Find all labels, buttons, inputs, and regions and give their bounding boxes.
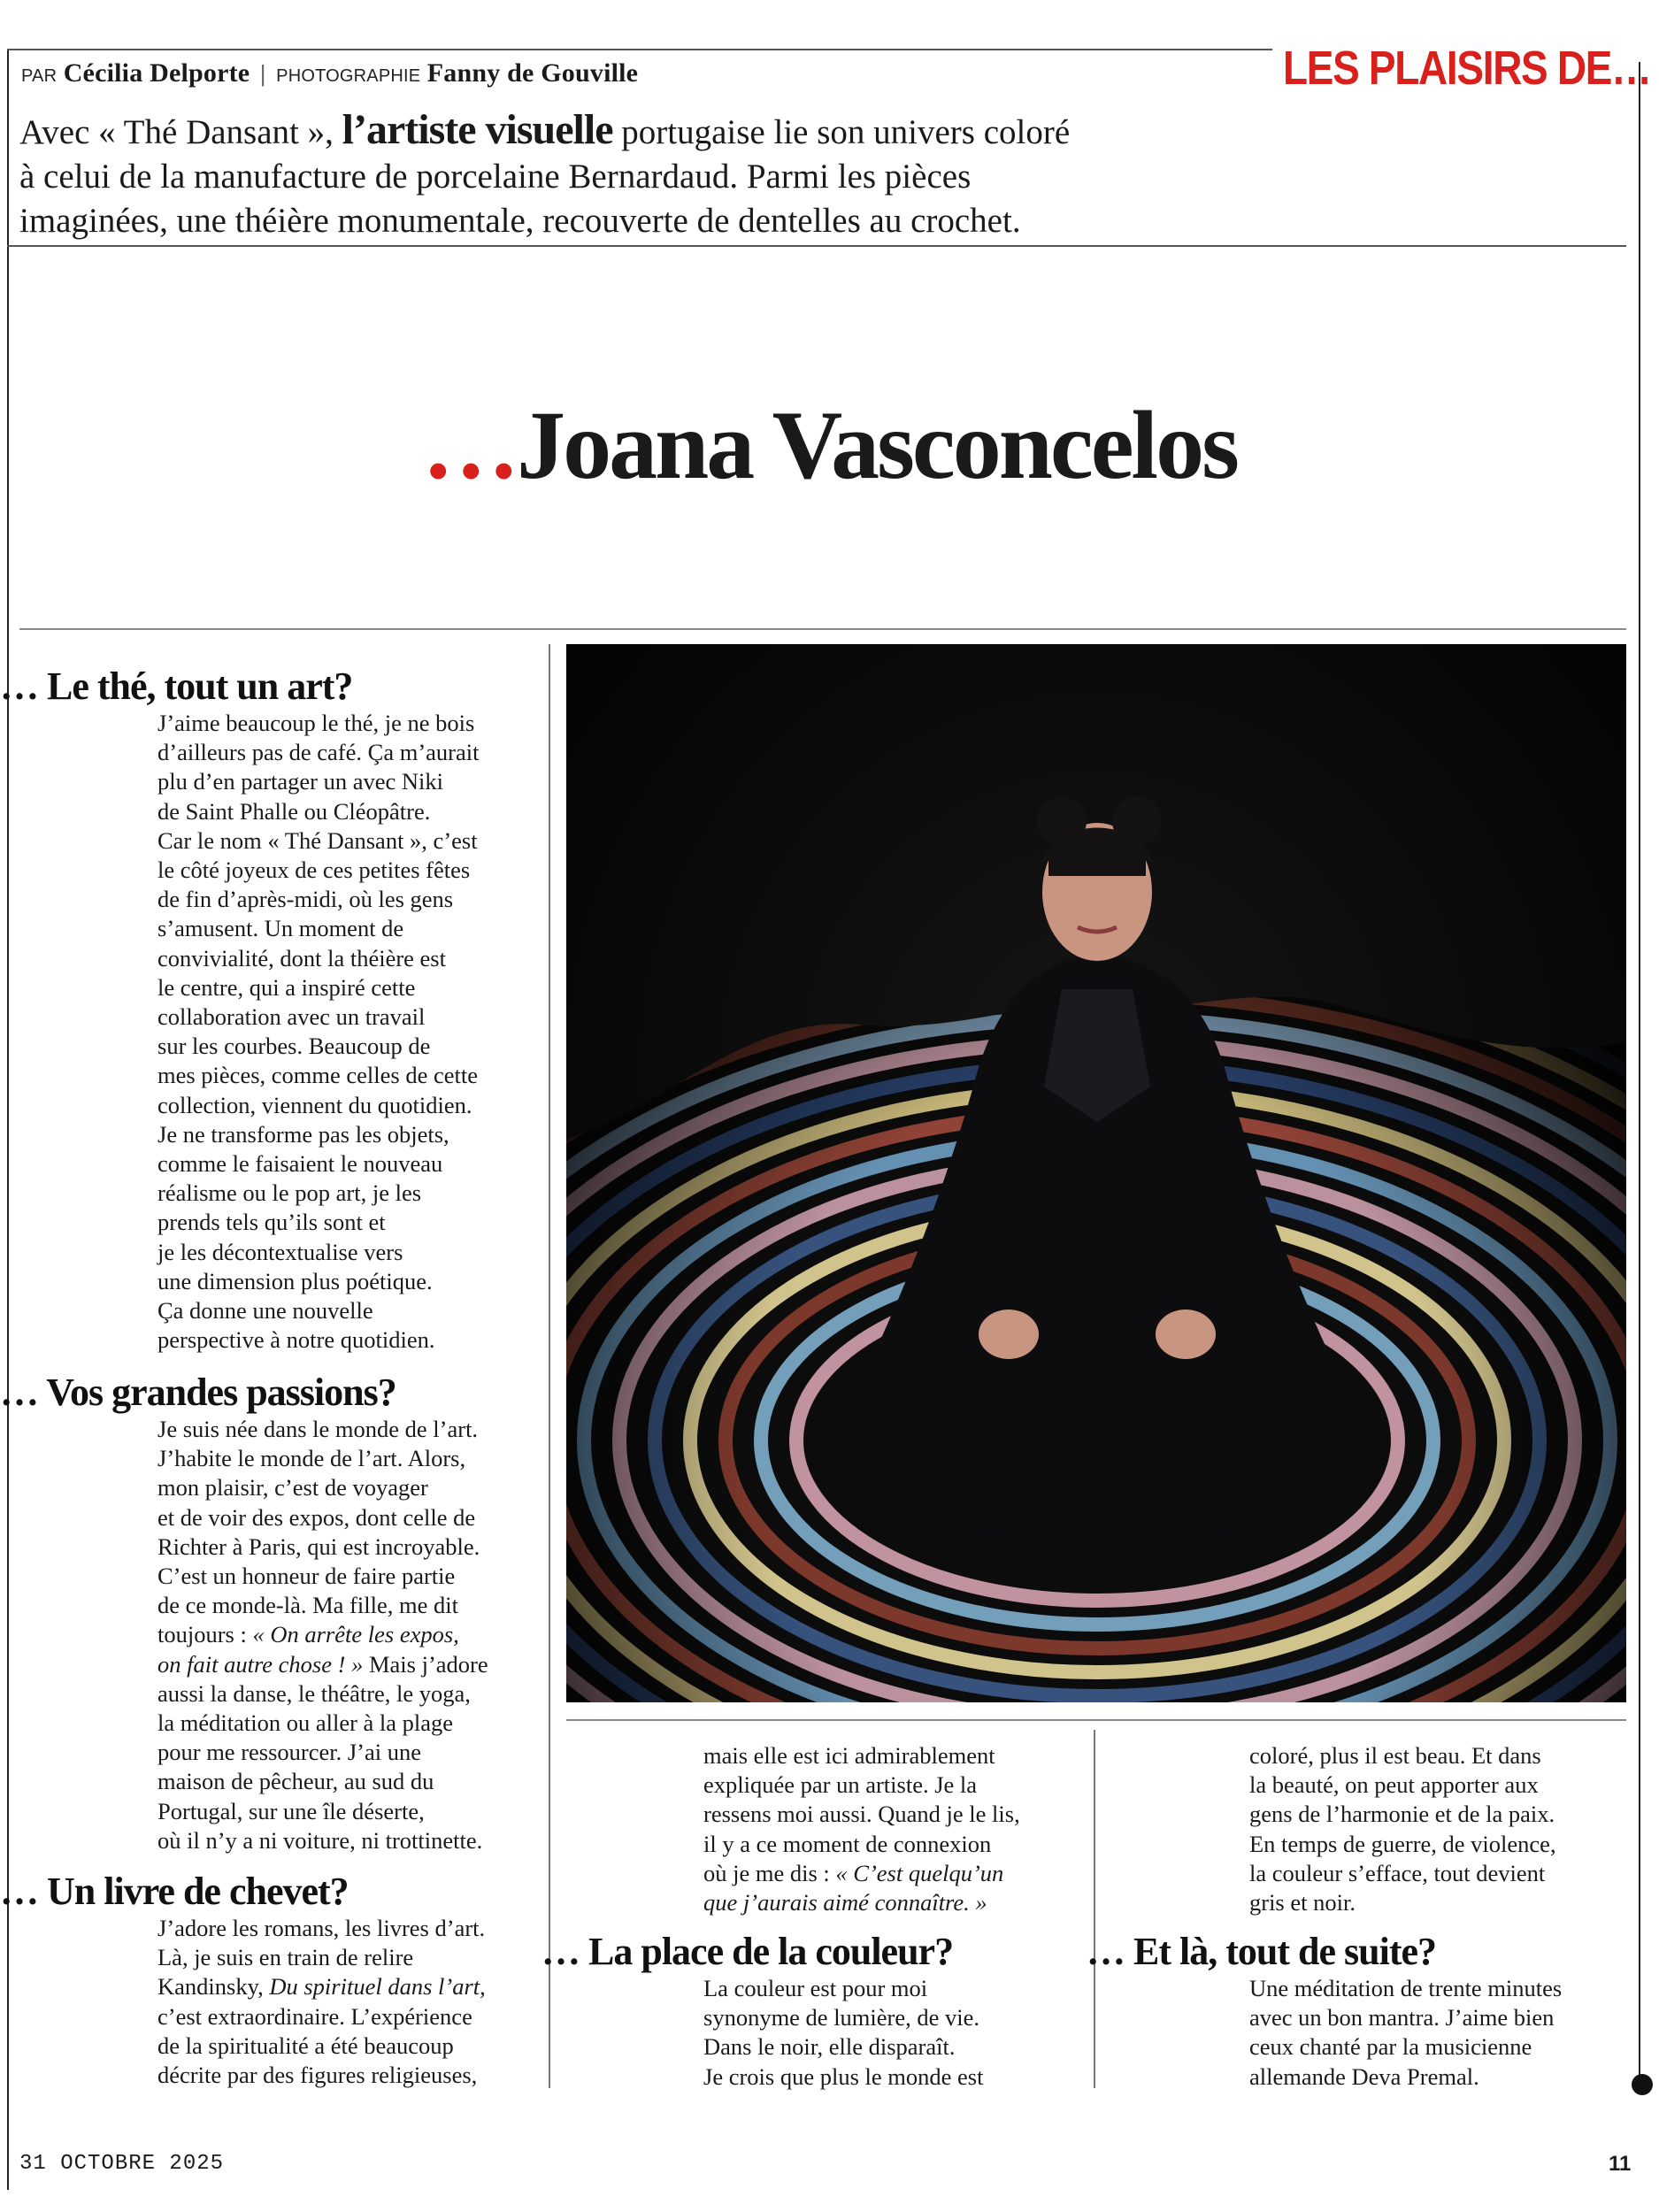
body-line: plu d’en partager un avec Niki — [157, 768, 444, 795]
byline-separator: | — [259, 60, 266, 87]
body-line: de la spiritualité a été beaucoup — [157, 2032, 454, 2059]
portrait-photo — [566, 644, 1626, 1702]
body-line: gens de l’harmonie et de la paix. — [1249, 1801, 1555, 1828]
section-tea — [0, 664, 540, 1355]
intro-line-1-end: portugaise lie son univers coloré — [612, 113, 1071, 151]
body-line: Dans le noir, elle disparaît. — [703, 2033, 956, 2061]
body-line: de ce monde-là. Ma fille, me dit — [157, 1592, 458, 1619]
body-line: convivialité, dont la théière est — [157, 944, 446, 972]
body-line: le côté joyeux de ces petites fêtes — [157, 856, 471, 884]
section-passions — [0, 1370, 540, 1855]
body-line: La couleur est pour moi — [703, 1975, 928, 2001]
byline-par: PAR — [21, 66, 58, 86]
intro-line-1-start: Avec « Thé Dansant », — [19, 113, 342, 151]
body-line: J’adore les romans, les livres d’art. — [157, 1915, 486, 1941]
body-line: s’amusent. Un moment de — [157, 915, 404, 942]
body-line: synonyme de lumière, de vie. — [703, 2004, 980, 2032]
body-line: on fait autre chose ! » Mais j’adore — [157, 1650, 488, 1678]
right-margin-rule — [1639, 62, 1640, 2088]
title-name: Joana Vasconcelos — [517, 391, 1237, 499]
body-line: ressens moi aussi. Quand je le lis, — [703, 1801, 1020, 1828]
body-line: je les décontextualise vers — [157, 1238, 403, 1265]
body-line: coloré, plus il est beau. Et dans — [1249, 1742, 1541, 1769]
body-line: Portugal, sur une île déserte, — [157, 1797, 425, 1824]
title-bottom-rule — [19, 628, 1626, 630]
body-line: où je me dis : « C’est quelqu’un — [703, 1859, 1004, 1886]
byline — [21, 58, 638, 88]
body-line: où il n’y a ni voiture, ni trottinette. — [157, 1826, 483, 1854]
body-line: avec un bon mantra. J’aime bien — [1249, 2004, 1555, 2032]
section-body — [703, 1974, 1090, 2092]
body-line: c’est extraordinaire. L’expérience — [157, 2002, 472, 2030]
body-line: gris et noir. — [1249, 1889, 1356, 1916]
body-line: Là, je suis en train de relire — [157, 1944, 414, 1971]
page-title — [0, 389, 1659, 502]
body-line: Une méditation de trente minutes — [1249, 1975, 1563, 2001]
column-rule-1 — [549, 644, 550, 2088]
section-book — [0, 1869, 540, 2090]
body-line: réalisme ou le pop art, je les — [157, 1179, 422, 1207]
body-line: la méditation ou aller à la plage — [157, 1709, 454, 1737]
body-line: sur les courbes. Beaucoup de — [157, 1033, 431, 1060]
byline-photographer: Fanny de Gouville — [426, 58, 639, 88]
section-heading: … Vos grandes passions? — [0, 1371, 396, 1414]
body-line: allemande Deva Premal. — [1249, 2062, 1479, 2090]
body-line: le centre, qui a inspiré cette — [157, 973, 416, 1001]
body-line: toujours : « On arrête les expos, — [157, 1621, 459, 1648]
intro-line-1 — [19, 108, 1187, 155]
body-line: la couleur s’efface, tout devient — [1249, 1859, 1546, 1886]
photo-bottom-rule — [566, 1719, 1626, 1721]
body-line: J’habite le monde de l’art. Alors, — [157, 1445, 466, 1472]
body-line: maison de pêcheur, au sud du — [157, 1768, 434, 1795]
body-line: décrite par des figures religieuses, — [157, 2062, 478, 2089]
body-line: Car le nom « Thé Dansant », c’est — [157, 826, 478, 854]
section-body — [157, 1914, 540, 2090]
body-line: aussi la danse, le théâtre, le yoga, — [157, 1679, 471, 1707]
body-line: la beauté, on peut apporter aux — [1249, 1771, 1539, 1799]
top-rule — [7, 49, 1272, 50]
intro-paragraph — [19, 108, 1187, 243]
title-ellipsis: … — [422, 391, 518, 499]
body-line: il y a ce moment de connexion — [703, 1830, 992, 1857]
body-line: de Saint Phalle ou Cléopâtre. — [157, 797, 431, 825]
byline-author: Cécilia Delporte — [63, 58, 250, 88]
body-line: En temps de guerre, de violence, — [1249, 1830, 1556, 1857]
body-line: mes pièces, comme celles de cette — [157, 1062, 478, 1089]
body-line: mon plaisir, c’est de voyager — [157, 1474, 428, 1502]
intro-highlight: l’artiste visuelle — [342, 106, 613, 153]
intro-bottom-rule — [7, 245, 1626, 247]
section-color-continued — [1249, 1741, 1630, 1917]
body-line: Richter à Paris, qui est incroyable. — [157, 1532, 480, 1560]
section-body — [1249, 1974, 1635, 2092]
body-line: C’est un honneur de faire partie — [157, 1563, 456, 1590]
body-line: J’aime beaucoup le thé, je ne bois — [157, 710, 475, 736]
section-body — [703, 1741, 1084, 1917]
section-heading: … Et là, tout de suite? — [1087, 1930, 1436, 1973]
body-line: expliquée par un artiste. Je la — [703, 1771, 978, 1799]
section-right-now — [1087, 1929, 1635, 2092]
section-body — [157, 709, 540, 1355]
body-line: mais elle est ici admirablement — [703, 1742, 995, 1769]
section-heading: … Un livre de chevet? — [0, 1870, 349, 1913]
body-line: une dimension plus poétique. — [157, 1267, 433, 1294]
body-line: comme le faisaient le nouveau — [157, 1150, 443, 1178]
body-line: collaboration avec un travail — [157, 1003, 426, 1031]
section-color — [541, 1929, 1090, 2092]
body-line: ceux chanté par la musicienne — [1249, 2033, 1532, 2061]
byline-photo-label: PHOTOGRAPHIE — [276, 66, 421, 86]
portrait-illustration — [566, 644, 1626, 1702]
section-heading: … Le thé, tout un art? — [0, 664, 353, 708]
section-heading: … La place de la couleur? — [541, 1930, 954, 1973]
end-of-article-dot — [1632, 2074, 1653, 2095]
body-line: Kandinsky, Du spirituel dans l’art, — [157, 1973, 486, 2001]
intro-line-3: imaginées, une théière monumentale, recouverte de dentelles au crochet. — [19, 202, 1021, 240]
body-line: et de voir des expos, dont celle de — [157, 1503, 476, 1531]
body-line: Je ne transforme pas les objets, — [157, 1120, 449, 1148]
body-line: Je suis née dans le monde de l’art. — [157, 1416, 479, 1442]
section-body — [1249, 1741, 1630, 1917]
body-line: d’ailleurs pas de café. Ça m’aurait — [157, 739, 480, 766]
section-kicker: LES PLAISIRS DE… — [1283, 42, 1651, 95]
footer-date: 31 OCTOBRE 2025 — [19, 2152, 225, 2176]
section-book-continued — [703, 1741, 1084, 1917]
body-line: perspective à notre quotidien. — [157, 1326, 435, 1354]
section-body — [157, 1415, 540, 1855]
body-line: Je crois que plus le monde est — [703, 2062, 984, 2090]
body-line: collection, viennent du quotidien. — [157, 1091, 472, 1118]
body-line: pour me ressourcer. J’ai une — [157, 1739, 422, 1766]
body-line: que j’aurais aimé connaître. » — [703, 1889, 987, 1916]
body-line: prends tels qu’ils sont et — [157, 1209, 386, 1236]
intro-line-2: à celui de la manufacture de porcelaine Bernardaud. Parmi les pièces — [19, 157, 972, 196]
body-line: Ça donne une nouvelle — [157, 1297, 373, 1325]
page-number: 11 — [1609, 2152, 1632, 2176]
body-line: de fin d’après-midi, où les gens — [157, 886, 454, 913]
